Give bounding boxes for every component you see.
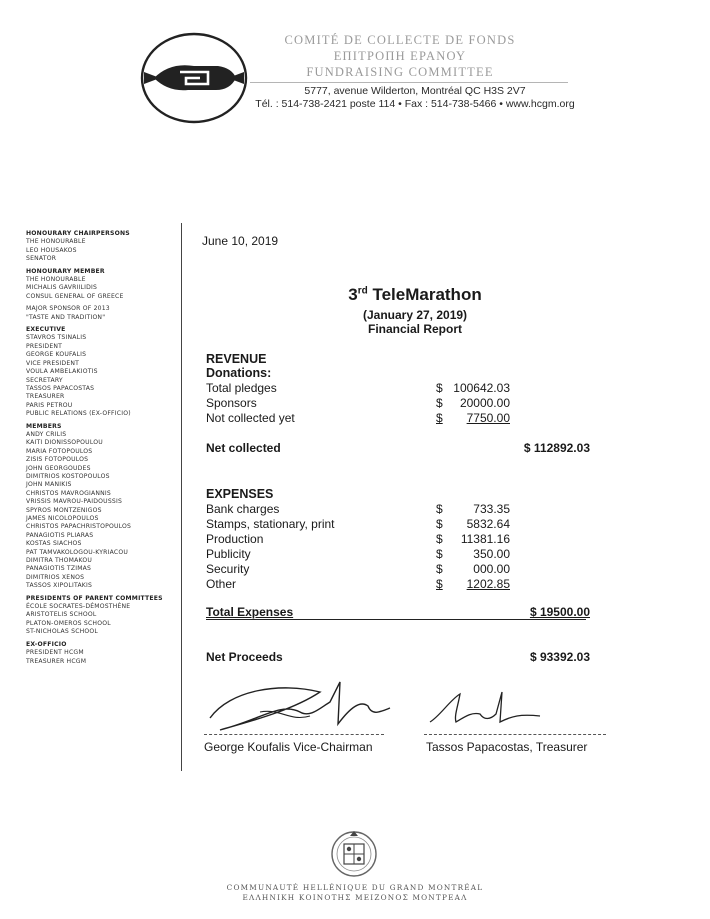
line-item-currency: $: [436, 396, 443, 410]
community-seal-icon: [330, 828, 378, 880]
sidebar-line: PARIS PETROU: [26, 401, 73, 409]
sidebar-line: CONSUL GENERAL OF GREECE: [26, 292, 124, 300]
committee-sidebar: [26, 227, 176, 666]
sidebar-line: PUBLIC RELATIONS (EX-OFFICIO): [26, 410, 131, 418]
sidebar-section: [26, 268, 176, 322]
sidebar-line: MICHALIS GAVRIILIDIS: [26, 284, 98, 292]
line-item-currency: $: [436, 532, 443, 546]
sidebar-line: CHRISTOS MAVROGIANNIS: [26, 489, 111, 497]
line-item-amount: 5832.64: [466, 517, 510, 531]
sidebar-line: SENATOR: [26, 255, 57, 263]
total-expenses-value: $ 19500.00: [529, 605, 590, 619]
sidebar-line: JOHN GEORGOUDES: [26, 464, 91, 472]
net-proceeds-label: Net Proceeds: [206, 650, 283, 664]
sidebar-line: DIMITRA THOMAKOU: [26, 557, 93, 565]
sidebar-section-title: HONOURARY CHAIRPERSONS: [26, 230, 130, 237]
donations-heading: Donations:: [206, 366, 272, 380]
line-item-label: Other: [206, 577, 237, 591]
right-signatory: Tassos Papacostas, Treasurer: [426, 740, 588, 754]
organization-name: [250, 32, 550, 80]
sidebar-line: JOHN MANIKIS: [26, 481, 72, 489]
hcgm-logo: [140, 32, 248, 124]
sidebar-line: VRISSIS MAVROU-PAIDOUSSIS: [26, 498, 123, 506]
line-item-currency: $: [436, 577, 443, 591]
sidebar-line: GEORGE KOUFALIS: [26, 351, 87, 359]
sidebar-line: JAMES NICOLOPOULOS: [26, 515, 99, 522]
sidebar-line: ST-NICHOLAS SCHOOL: [26, 628, 99, 636]
revenue-heading: REVENUE: [206, 352, 267, 366]
line-item-amount: 100642.03: [453, 381, 510, 395]
sidebar-section: [26, 641, 176, 666]
org-name-english: FUNDRAISING COMMITTEE: [306, 65, 494, 79]
line-item-currency: $: [436, 381, 443, 395]
address: 5777, avenue Wilderton, Montréal QC H3S 2V7: [304, 85, 526, 97]
sidebar-line: DIMITRIOS KOSTOPOULOS: [26, 472, 110, 480]
line-item-label: Not collected yet: [206, 411, 295, 425]
sidebar-line: ZISIS FOTOPOULOS: [26, 456, 89, 464]
line-item-currency: $: [436, 411, 443, 425]
sidebar-line: THE HONOURABLE: [26, 276, 86, 284]
line-item-amount: 350.00: [473, 547, 510, 561]
sidebar-line: STAVROS TSINALIS: [26, 334, 87, 342]
line-item-amount: 7750.00: [466, 411, 510, 425]
footer-greek: ΕΛΛΗΝΙΚΗ ΚΟΙΝΟΤΗΣ ΜΕΙΖΟΝΟΣ ΜΟΝΤΡΕΑΛ: [242, 893, 468, 902]
sidebar-line: ARISTOTELIS SCHOOL: [26, 611, 97, 619]
contact-info: Tél. : 514-738-2421 poste 114 • Fax : 514-738-5466 • www.hcgm.org: [255, 98, 575, 110]
net-collected-label: Net collected: [206, 441, 281, 455]
title-number: 3: [348, 285, 358, 304]
net-proceeds-value: $ 93392.03: [529, 650, 590, 664]
sidebar-line: THE HONOURABLE: [26, 238, 86, 246]
line-item-amount: 733.35: [473, 502, 510, 516]
line-item-label: Security: [206, 562, 250, 576]
line-item-label: Sponsors: [206, 396, 257, 410]
line-item-label: Bank charges: [206, 502, 280, 516]
sidebar-section: [26, 230, 176, 264]
sidebar-line: CHRISTOS PAPACHRISTOPOULOS: [26, 523, 132, 531]
sidebar-section-title: EX-OFFICIO: [26, 640, 67, 648]
sidebar-line: KOSTAS SIACHOS: [26, 540, 82, 548]
sidebar-line: TASSOS XIPOLITAKIS: [26, 582, 93, 590]
sidebar-line: VICE PRESIDENT: [26, 359, 80, 367]
report-date: June 10, 2019: [202, 234, 279, 248]
sidebar-section-title: PRESIDENTS OF PARENT COMMITTEES: [26, 594, 163, 602]
sidebar-line: MAJOR SPONSOR OF 2013: [26, 305, 110, 313]
sidebar-line: PANAGIOTIS PLIARAS: [26, 531, 94, 539]
header-address-block: [250, 85, 580, 111]
line-item-label: Publicity: [206, 547, 251, 561]
sidebar-line: ANDY CRILIS: [26, 430, 67, 438]
line-item-label: Production: [206, 532, 264, 546]
net-collected-value: $ 112892.03: [523, 441, 590, 455]
report-title: [202, 285, 628, 305]
sidebar-section: [26, 595, 176, 637]
sidebar-line: "TASTE AND TRADITION": [26, 313, 106, 321]
sidebar-divider: [181, 223, 182, 771]
sidebar-line: SECRETARY: [26, 376, 63, 384]
title-ordinal: rd: [357, 285, 368, 297]
sidebar-line: SPYROS MONTZENIGOS: [26, 506, 102, 514]
report-subtitle: [202, 308, 628, 336]
sidebar-line: DIMITRIOS XENOS: [26, 573, 85, 581]
sidebar-line: ÉCOLE SOCRATES-DÉMOSTHÈNE: [26, 603, 131, 611]
line-item-currency: $: [436, 547, 443, 561]
line-item-amount: 20000.00: [459, 396, 510, 410]
org-name-french: COMITÉ DE COLLECTE DE FONDS: [284, 33, 516, 47]
sidebar-line: MARIA FOTOPOULOS: [26, 447, 93, 455]
line-item-label: Total pledges: [206, 381, 277, 395]
report-type: Financial Report: [367, 322, 462, 336]
expenses-heading: EXPENSES: [206, 487, 274, 501]
community-footer: [180, 883, 530, 903]
sidebar-section: [26, 326, 176, 418]
line-item-currency: $: [436, 562, 443, 576]
sidebar-section-title: EXECUTIVE: [26, 326, 66, 334]
title-text: TeleMarathon: [367, 285, 482, 304]
sidebar-line: PAT TAMVAKOLOGOU-KYRIACOU: [26, 548, 128, 556]
sidebar-section-title: HONOURARY MEMBER: [26, 267, 105, 275]
sidebar-line: PRESIDENT HCGM: [26, 649, 84, 657]
line-item-label: Stamps, stationary, print: [206, 517, 335, 531]
sidebar-line: TREASURER HCGM: [26, 657, 87, 665]
sidebar-line: KAITI DIONISSOPOULOU: [26, 439, 103, 447]
sidebar-section: [26, 423, 176, 591]
total-expenses-label: Total Expenses: [206, 605, 294, 619]
header-rule: [250, 82, 568, 83]
line-item-currency: $: [436, 517, 443, 531]
event-date: (January 27, 2019): [362, 308, 468, 322]
sidebar-line: PRESIDENT: [26, 342, 63, 350]
total-expenses-rule: [206, 619, 586, 620]
line-item-amount: 11381.16: [460, 532, 510, 546]
sidebar-line: LEO HOUSAKOS: [26, 246, 77, 254]
sidebar-line: PLATON-OMEROS SCHOOL: [26, 619, 111, 627]
treasurer-signature: [420, 686, 550, 736]
line-item-amount: 000.00: [473, 562, 510, 576]
line-item-currency: $: [436, 502, 443, 516]
footer-french: COMMUNAUTÉ HELLÉNIQUE DU GRAND MONTRÉAL: [226, 883, 484, 892]
left-signatory: George Koufalis Vice-Chairman: [204, 740, 373, 754]
sidebar-line: TREASURER: [26, 393, 65, 401]
org-name-greek: ΕΠΙΤΡΟΠΗ ΕΡΑΝΟΥ: [333, 49, 467, 63]
line-item-amount: 1202.85: [466, 577, 510, 591]
sidebar-line: TASSOS PAPACOSTAS: [26, 384, 95, 392]
sidebar-line: VOULA AMBELAKIOTIS: [26, 368, 98, 376]
sidebar-line: PANAGIOTIS TZIMAS: [26, 565, 92, 573]
sidebar-section-title: MEMBERS: [26, 422, 62, 430]
vice-chairman-signature: [200, 672, 400, 742]
left-signature-line: [204, 734, 384, 735]
right-signature-line: [424, 734, 606, 735]
